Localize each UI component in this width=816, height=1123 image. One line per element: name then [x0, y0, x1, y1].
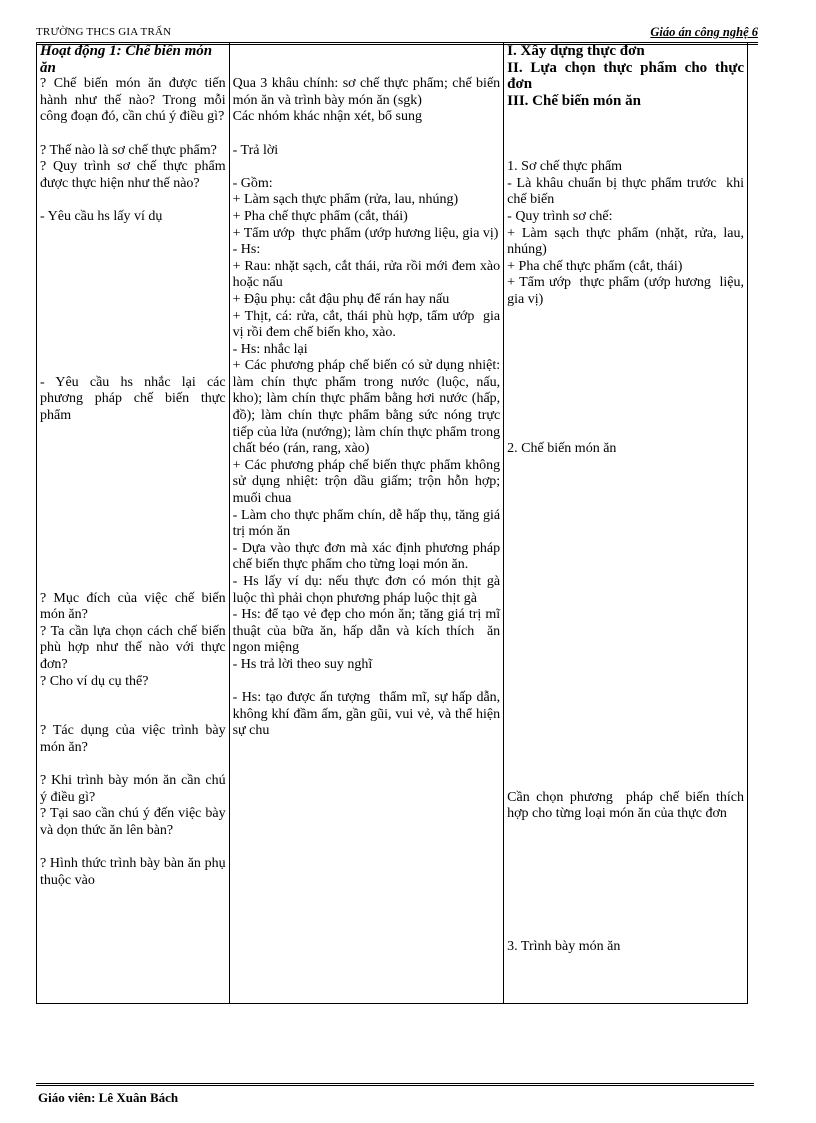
section-heading: I. Xây dựng thực đơn: [507, 43, 645, 59]
question: ? Thế nào là sơ chế thực phẩm?: [40, 142, 217, 158]
answer: + Các phương pháp chế biến có sử dụng nhiệt: làm chín thực phẩm trong nước (luộc, nấu, kho); làm chín thực phẩm bằng hơi nước (hấp, đồ); làm chín thực phẩm bằng sức nóng trực tiếp của lửa (nướng); làm chín thực phẩm trong chất béo (rán, rang, xào): [232, 358, 504, 457]
question: - Yêu cầu hs lấy ví dụ: [40, 208, 163, 224]
content-note: - Quy trình sơ chế:: [507, 208, 613, 224]
content-note: 1. Sơ chế thực phẩm: [507, 159, 623, 175]
answer: - Dựa vào thực đơn mà xác định phương pháp chế biến thực phẩm cho từng loại món ăn.: [232, 540, 504, 573]
question: - Yêu cầu hs nhắc lại các phương pháp chế biến thực phẩm: [40, 374, 230, 424]
footer-divider: [36, 1083, 754, 1086]
content-note: - Là khâu chuẩn bị thực phẩm trước khi chế biến: [507, 175, 748, 208]
section-heading: II. Lựa chọn thực phẩm cho thực đơn: [507, 59, 748, 93]
content-note: 3. Trình bày món ăn: [507, 939, 621, 955]
table-row: [37, 43, 748, 1004]
answer: + Rau: nhặt sạch, cắt thái, rửa rồi mới đem xào hoặc nấu: [232, 258, 504, 291]
answer: + Đậu phụ: cắt đậu phụ để rán hay nấu: [232, 291, 450, 307]
answer: - Làm cho thực phẩm chín, dễ hấp thụ, tăng giá trị món ăn: [232, 507, 504, 540]
section-heading: III. Chế biến món ăn: [507, 92, 641, 109]
answer: Qua 3 khâu chính: sơ chế thực phẩm; chế biến món ăn và trình bày món ăn (sgk): [232, 76, 504, 108]
answer: - Hs trả lời theo suy nghĩ: [232, 656, 373, 672]
question: ? Khi trình bày món ăn cần chú ý điều gì?: [40, 773, 230, 805]
answer: + Làm sạch thực phẩm (rửa, lau, nhúng): [232, 192, 459, 208]
question: ? Ta cần lựa chọn cách chế biến phù hợp như thế nào với thực đơn?: [40, 623, 230, 672]
answer: - Hs lấy ví dụ: nếu thực đơn có món thịt gà luộc thì phải chọn phương pháp luộc thịt gà: [232, 574, 504, 606]
question: ? Quy trình sơ chế thực phẩm được thực hiện như thế nào?: [40, 159, 230, 191]
question: ? Tác dụng của việc trình bày món ăn?: [40, 723, 230, 755]
answer: + Tẩm ướp thực phẩm (ướp hương liệu, gia vị): [232, 225, 499, 241]
answer: + Pha chế thực phẩm (cắt, thái): [232, 208, 408, 224]
activity-title: Hoạt động 1: Chế biến món ăn: [40, 43, 216, 76]
question: ? Chế biến món ăn được tiến hành như thế nào? Trong mỗi công đoạn đó, cần chú ý điều gì?: [40, 76, 230, 125]
answer: - Trả lời: [232, 142, 279, 158]
answer: Các nhóm khác nhận xét, bổ sung: [232, 109, 422, 125]
content-note: 2. Chế biến món ăn: [507, 441, 617, 457]
lesson-table: [36, 42, 748, 1004]
content-column: [504, 43, 748, 1004]
teacher-name: Giáo viên: Lê Xuân Bách: [38, 1090, 179, 1105]
content-note: + Tẩm ướp thực phẩm (ướp hương liệu, gia vị): [507, 275, 748, 307]
content-note: + Pha chế thực phẩm (cắt, thái): [507, 258, 683, 274]
answer: + Các phương pháp chế biến thực phẩm không sử dụng nhiệt: trộn dầu giấm; trộn hỗn hợp; muối chua: [232, 457, 504, 507]
content-note: + Làm sạch thực phẩm (nhặt, rửa, lau, nhúng): [507, 225, 748, 258]
content-note: Cần chọn phương pháp chế biến thích hợp cho từng loại món ăn của thực đơn: [507, 789, 748, 822]
subject-title: Giáo án công nghệ 6: [650, 25, 758, 39]
answer: - Hs: nhắc lại: [232, 341, 308, 357]
answer: - Hs:: [232, 242, 261, 258]
question: ? Mục đích của việc chế biến món ăn?: [40, 590, 230, 623]
teacher-activity-column: [37, 43, 230, 1004]
question: ? Tại sao cần chú ý đến việc bày và dọn thức ăn lên bàn?: [40, 806, 230, 838]
student-activity-column: [229, 43, 504, 1004]
question: ? Cho ví dụ cụ thể?: [40, 673, 149, 689]
answer: - Hs: để tạo vẻ đẹp cho món ăn; tăng giá trị mĩ thuật của bữa ăn, hấp dẫn và kích thích ăn ngon miệng: [232, 607, 504, 656]
question: ? Hình thức trình bày bàn ăn phụ thuộc vào: [40, 856, 230, 888]
answer: - Hs: tạo được ấn tượng thẩm mĩ, sự hấp dẫn, không khí đầm ấm, gần gũi, vui vẻ, và thể hiện sự chu: [232, 690, 504, 739]
school-name: TRƯỜNG THCS GIA TRẤN: [36, 26, 172, 38]
answer: + Thịt, cá: rửa, cắt, thái phù hợp, tẩm ướp gia vị rồi đem chế biến kho, xào.: [232, 308, 504, 341]
answer: - Gồm:: [232, 175, 273, 191]
